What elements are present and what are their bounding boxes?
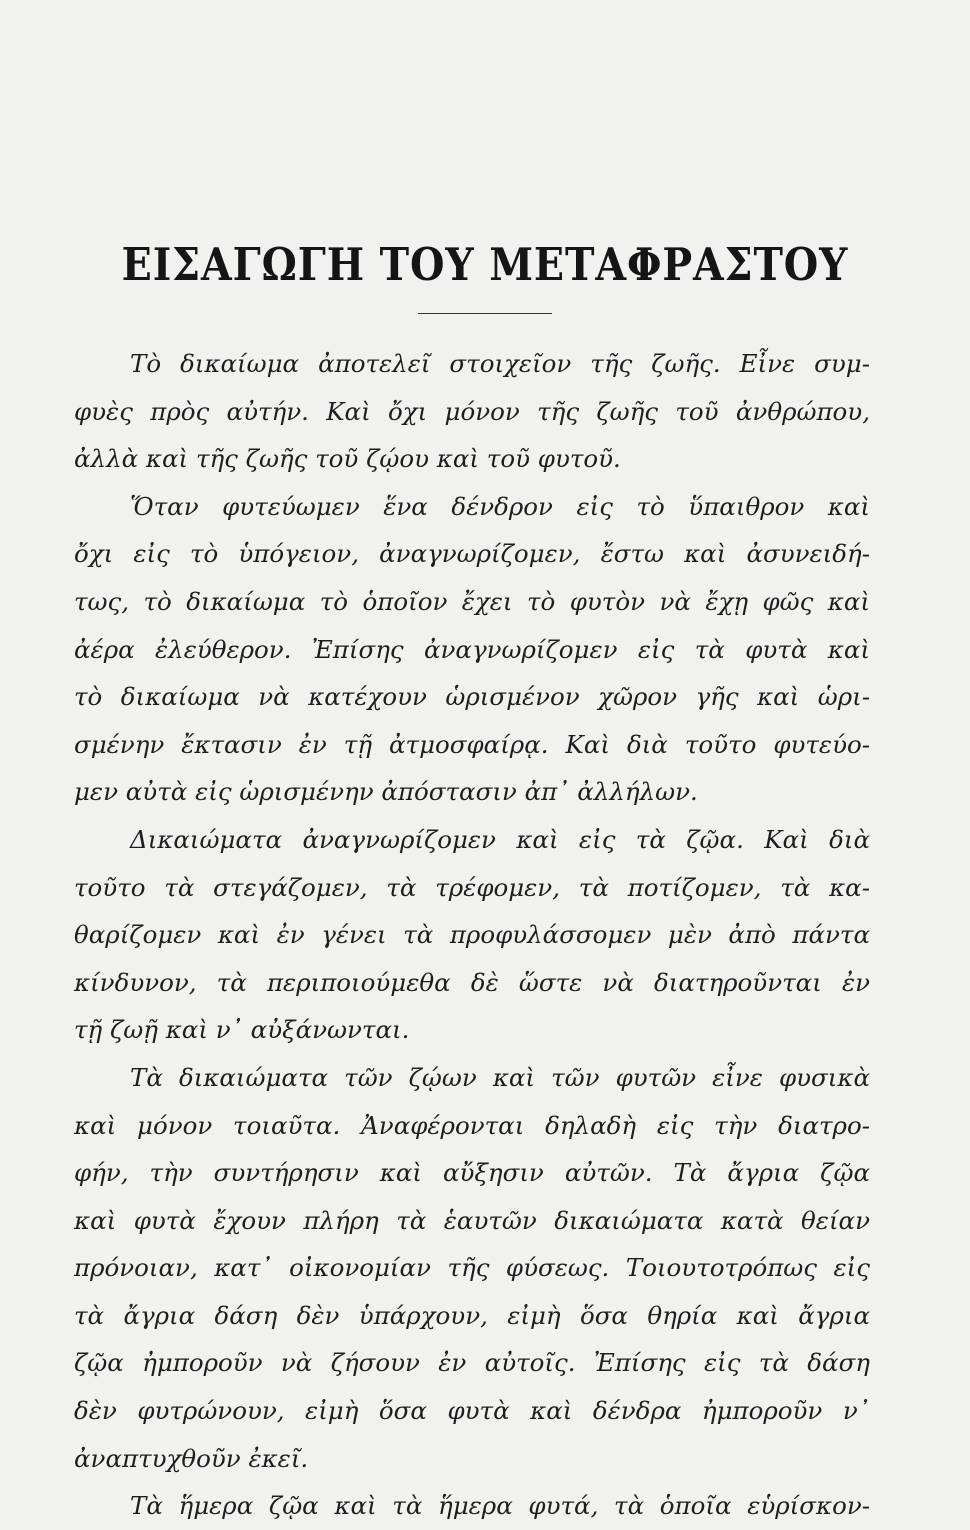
text-line: κίνδυνον, τὰ περιποιούμεθα δὲ ὥστε νὰ διατηροῦνται ἐν bbox=[74, 967, 870, 997]
text-line: Τὰ δικαιώματα τῶν ζῴων καὶ τῶν φυτῶν εἶνε φυσικὰ bbox=[130, 1062, 870, 1092]
text-line: Ὅταν φυτεύωμεν ἕνα δένδρον εἰς τὸ ὕπαιθρον καὶ bbox=[130, 491, 870, 521]
text-line: ἀναπτυχθοῦν ἐκεῖ. bbox=[74, 1443, 309, 1473]
body-text bbox=[74, 340, 870, 1530]
text-line: τως, τὸ δικαίωμα τὸ ὁποῖον ἔχει τὸ φυτὸν νὰ ἔχῃ φῶς καὶ bbox=[74, 586, 870, 616]
text-line: ἀλλὰ καὶ τῆς ζωῆς τοῦ ζῴου καὶ τοῦ φυτοῦ. bbox=[74, 444, 621, 474]
text-line: σμένην ἔκτασιν ἐν τῇ ἀτμοσφαίρᾳ. Καὶ διὰ τοῦτο φυτεύο- bbox=[74, 729, 870, 759]
page-title: ΕΙΣΑΓΩΓΗ ΤΟΥ ΜΕΤΑΦΡΑΣΤΟΥ bbox=[121, 238, 849, 291]
text-line: Τὰ ἥμερα ζῷα καὶ τὰ ἥμερα φυτά, τὰ ὁποῖα εὑρίσκον- bbox=[130, 1491, 870, 1521]
text-line: φήν, τὴν συντήρησιν καὶ αὔξησιν αὐτῶν. Τὰ ἄγρια ζῷα bbox=[74, 1158, 870, 1188]
text-line: μεν αὐτὰ εἰς ὡρισμένην ἀπόστασιν ἀπ᾽ ἀλλήλων. bbox=[74, 777, 698, 807]
text-line: τοῦτο τὰ στεγάζομεν, τὰ τρέφομεν, τὰ ποτίζομεν, τὰ κα- bbox=[74, 872, 870, 902]
text-line: ὄχι εἰς τὸ ὑπόγειον, ἀναγνωρίζομεν, ἔστω καὶ ἀσυνειδή- bbox=[74, 539, 870, 569]
title-rule bbox=[418, 313, 552, 314]
text-line: δὲν φυτρώνουν, εἰμὴ ὅσα φυτὰ καὶ δένδρα ἠμποροῦν ν᾽ bbox=[74, 1396, 870, 1426]
text-line: φυὲς πρὸς αὐτήν. Καὶ ὄχι μόνον τῆς ζωῆς τοῦ ἀνθρώπου, bbox=[74, 396, 870, 426]
text-line: τὰ ἄγρια δάση δὲν ὑπάρχουν, εἰμὴ ὅσα θηρία καὶ ἄγρια bbox=[74, 1300, 870, 1330]
text-line: Τὸ δικαίωμα ἀποτελεῖ στοιχεῖον τῆς ζωῆς. Εἶνε συμ- bbox=[130, 349, 870, 378]
text-line: θαρίζομεν καὶ ἐν γένει τὰ προφυλάσσομεν μὲν ἀπὸ πάντα bbox=[74, 920, 870, 950]
text-line: τῇ ζωῇ καὶ ν᾽ αὐξάνωνται. bbox=[74, 1015, 410, 1045]
text-line: ζῷα ἠμποροῦν νὰ ζήσουν ἐν αὐτοῖς. Ἐπίσης εἰς τὰ δάση bbox=[74, 1348, 870, 1378]
text-line: καὶ μόνον τοιαῦτα. Ἀναφέρονται δηλαδὴ εἰς τὴν διατρο- bbox=[74, 1110, 870, 1140]
text-line: Δικαιώματα ἀναγνωρίζομεν καὶ εἰς τὰ ζῷα. Καὶ διὰ bbox=[130, 824, 870, 854]
text-line: πρόνοιαν, κατ᾽ οἰκονομίαν τῆς φύσεως. Τοιουτοτρόπως εἰς bbox=[74, 1253, 870, 1283]
text-line: τὸ δικαίωμα νὰ κατέχουν ὡρισμένον χῶρον γῆς καὶ ὡρι- bbox=[74, 682, 870, 712]
text-line: ἀέρα ἐλεύθερον. Ἐπίσης ἀναγνωρίζομεν εἰς τὰ φυτὰ καὶ bbox=[74, 634, 870, 664]
text-line: καὶ φυτὰ ἔχουν πλήρη τὰ ἑαυτῶν δικαιώματα κατὰ θείαν bbox=[74, 1205, 870, 1235]
